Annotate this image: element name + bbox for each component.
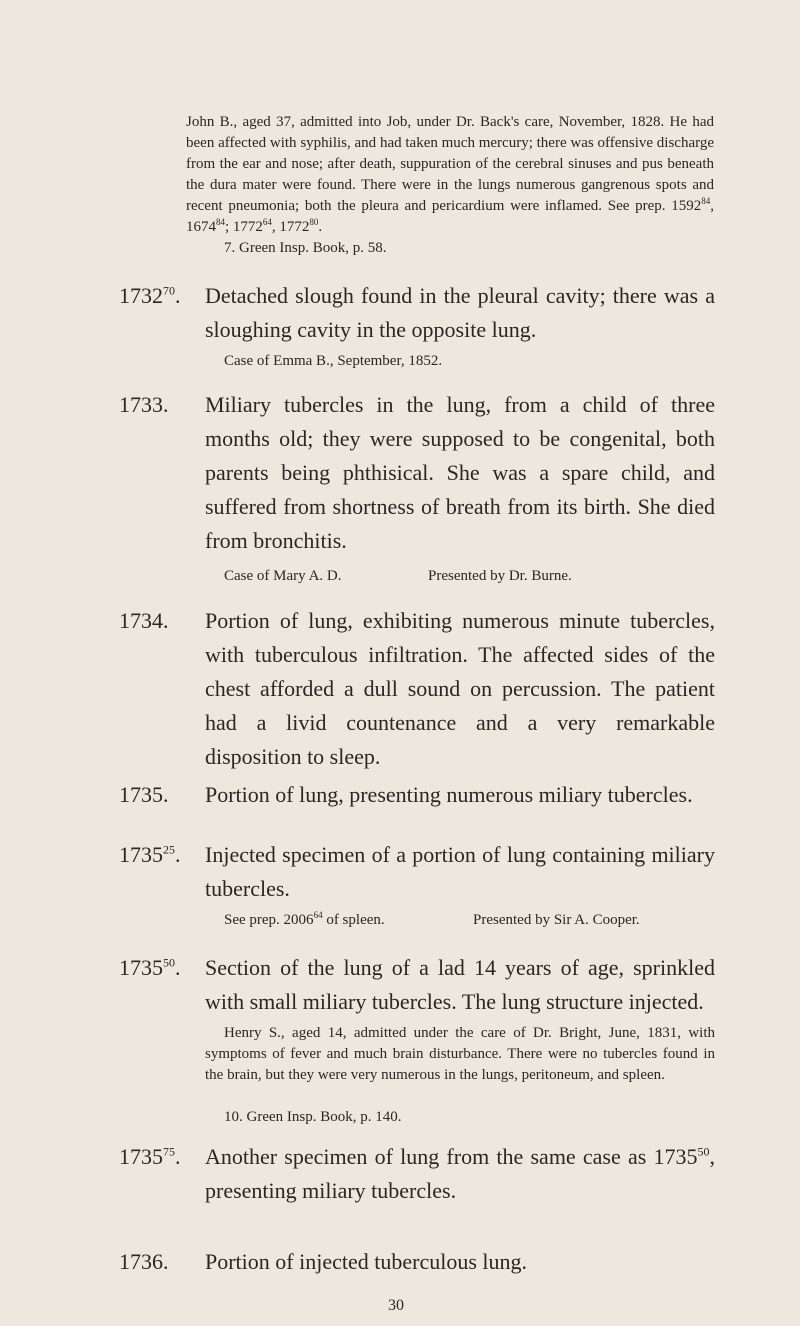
top-note-ref: 1674$^{84}$; [186,217,233,235]
entry-description: Miliary tubercles in the lung, from a child of three months old; they were supposed to be congenital, both parents being phthisical. She was a spare child, and suffered from shortness of breath from its birth. She died from bronchitis. [205,392,715,553]
entry-number: 1736. [119,1249,169,1274]
entry-number: 1735$^{75}$. [119,1144,181,1169]
see-preparation: See prep. 2006$^{64}$ of spleen. [224,910,385,928]
entry-number: 1734. [119,608,169,633]
top-note-ref: 1592$^{84}$, [671,196,715,214]
top-note-source: 7. Green Insp. Book, p. 58. [224,240,387,256]
entry-description: Portion of lung, presenting numerous miliary tubercles. [205,782,693,807]
presented-by: Presented by Dr. Burne. [428,568,572,584]
entry-number: 1733. [119,392,169,417]
case-note: Case of Emma B., September, 1852. [224,353,443,369]
entry-description: Injected specimen of a portion of lung containing miliary tubercles. [205,842,715,901]
entry-number: 1735. [119,782,169,807]
top-note-ref: 1772$^{64}$, [232,217,280,235]
entry-number: 1735$^{25}$. [119,842,181,867]
entry-description: Another specimen of lung from the same case as 1735$^{50}$, presenting miliary tubercles. [205,1144,715,1203]
entry-description: Portion of injected tuberculous lung. [205,1249,527,1274]
entry-number: 1735$^{50}$. [119,955,181,980]
case-note: Case of Mary A. D. [224,568,342,584]
entry-description: Detached slough found in the pleural cavity; there was a sloughing cavity in the opposite lung. [205,283,715,342]
top-note-ref: 1772$^{80}$. [279,217,323,235]
case-source: 10. Green Insp. Book, p. 140. [224,1109,402,1125]
entry-description: Section of the lung of a lad 14 years of age, sprinkled with small miliary tubercles. The lung structure injected. [205,955,715,1014]
top-case-note [186,112,714,238]
top-note-text: John B., aged 37, admitted into Job, under Dr. Back's care, November, 1828. He had been affected with syphilis, and had taken much mercury; there was offensive discharge from the ear and nose; after death, suppuration of the cerebral sinuses and pus beneath the dura mater were found. There were in the lungs numerous gangrenous spots and recent pneumonia; both the pleura and pericardium were inflamed. See prep. [186,114,714,214]
entry-description: Portion of lung, exhibiting numerous minute tubercles, with tuberculous infiltration. The affected sides of the chest afforded a dull sound on percussion. The patient had a livid countenance and a very remarkable disposition to sleep. [205,608,715,769]
presented-by: Presented by Sir A. Cooper. [473,912,640,928]
case-history: Henry S., aged 14, admitted under the care of Dr. Bright, June, 1831, with symptoms of fever and much brain disturbance. There were no tubercles found in the brain, but they were very numerous in the lungs, peritoneum, and spleen. [205,1025,715,1083]
page-number: 30 [388,1297,404,1314]
entry-number: 1732$^{70}$. [119,283,181,308]
